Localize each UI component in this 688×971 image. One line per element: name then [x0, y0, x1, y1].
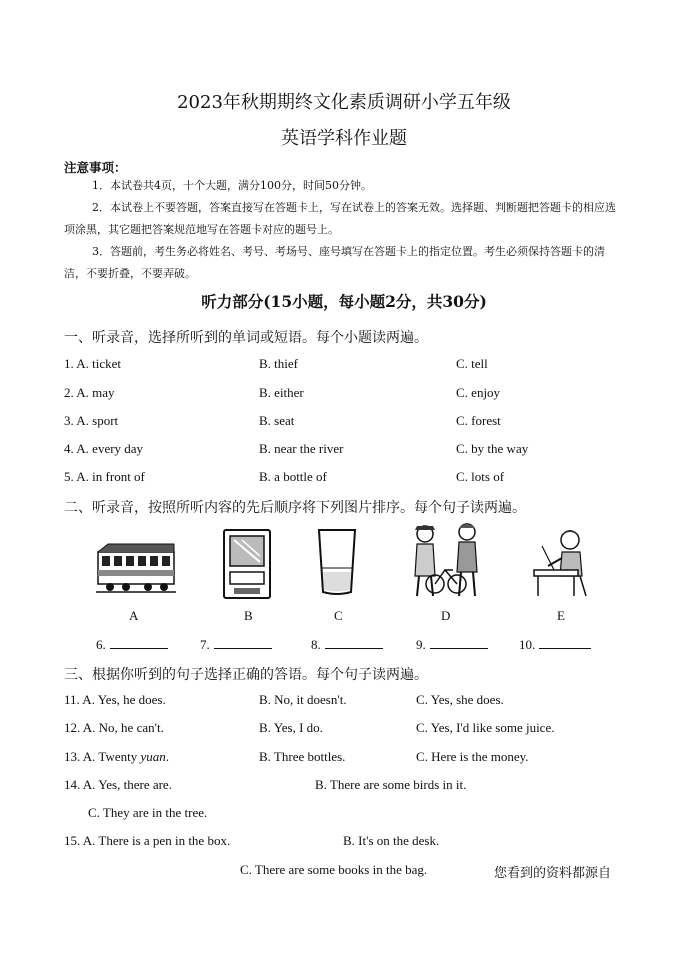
picture-label-b: B — [244, 608, 253, 623]
exam-subtitle: 英语学科作业题 — [281, 128, 407, 149]
q12-option-b: B. Yes, I do. — [259, 720, 323, 735]
train-icon — [96, 540, 176, 596]
q1-option-a: 1. A. ticket — [64, 356, 122, 371]
q12-option-a: 12. A. No, he can't. — [64, 720, 164, 735]
q1-option-c: C. tell — [456, 356, 488, 371]
picture-label-d: D — [441, 608, 451, 623]
notice-heading: 注意事项： — [64, 160, 127, 175]
exam-title: 2023年秋期期终文化素质调研小学五年级 — [177, 92, 511, 113]
q1-option-b: B. thief — [259, 356, 298, 371]
part2-title: 二、听录音，按照所听内容的先后顺序将下列图片排序。每个句子读两遍。 — [64, 500, 526, 516]
q3-option-b: B. seat — [259, 413, 295, 428]
q3-option-c: C. forest — [456, 413, 501, 428]
people-with-bike-icon — [405, 520, 489, 600]
picture-label-c: C — [334, 608, 343, 623]
answer-blank-9[interactable]: 9. — [416, 636, 488, 653]
source-note: 您看到的资料都源自 — [494, 866, 612, 881]
q2-option-c: C. enjoy — [456, 385, 501, 400]
notice-item: 3．答题前，考生务必将姓名、考号、考场号、座号填写在答题卡上的指定位置。考生必须保持答题卡的清洁，不要折叠，不要弄破。 — [64, 245, 605, 280]
answer-blank-8[interactable]: 8. — [311, 636, 383, 653]
q5-option-c: C. lots of — [456, 469, 505, 484]
q2-option-b: B. either — [259, 385, 304, 400]
notice-list — [64, 175, 626, 285]
q5-option-a: 5. A. in front of — [64, 469, 145, 484]
listening-heading: 听力部分(15小题，每小题2分，共30分) — [201, 292, 487, 311]
q14-option-b: B. There are some birds in it. — [315, 777, 467, 792]
answer-blank-10[interactable]: 10. — [519, 636, 591, 653]
q12-option-c: C. Yes, I'd like some juice. — [416, 720, 555, 735]
q11-option-b: B. No, it doesn't. — [259, 692, 347, 707]
picture-label-e: E — [557, 608, 565, 623]
answer-blank-7[interactable]: 7. — [200, 636, 272, 653]
q11-option-c: C. Yes, she does. — [416, 692, 504, 707]
q2-option-a: 2. A. may — [64, 385, 115, 400]
q4-option-b: B. near the river — [259, 441, 344, 456]
q15-option-a: 15. A. There is a pen in the box. — [64, 833, 231, 848]
q11-option-a: 11. A. Yes, he does. — [64, 692, 166, 707]
q14-option-c: C. They are in the tree. — [88, 805, 208, 820]
q13-option-c: C. Here is the money. — [416, 749, 529, 764]
notice-item: 1．本试卷共4页，十个大题，满分100分，时间50分钟。 — [92, 179, 372, 192]
notice-item: 2．本试卷上不要答题，答案直接写在答题卡上，写在试卷上的答案无效。选择题、判断题把答题卡的相应选项涂黑，其它题把答案规范地写在答题卡对应的题号上。 — [64, 201, 616, 236]
boy-writing-icon — [532, 526, 592, 598]
ticket-machine-icon — [222, 528, 272, 600]
q14-option-a: 14. A. Yes, there are. — [64, 777, 172, 792]
q13-option-b: B. Three bottles. — [259, 749, 346, 764]
picture-label-a: A — [129, 608, 139, 623]
q4-option-c: C. by the way — [456, 441, 529, 456]
q4-option-a: 4. A. every day — [64, 441, 144, 456]
part1-title: 一、听录音，选择所听到的单词或短语。每个小题读两遍。 — [64, 330, 428, 346]
answer-blank-6[interactable]: 6. — [96, 636, 168, 653]
glass-icon — [315, 528, 359, 596]
q3-option-a: 3. A. sport — [64, 413, 119, 428]
q13-option-a: 13. A. Twenty yuan. — [64, 749, 170, 764]
part3-title: 三、根据你听到的句子选择正确的答语。每个句子读两遍。 — [64, 667, 428, 683]
q15-option-c: C. There are some books in the bag. — [240, 862, 428, 877]
q5-option-b: B. a bottle of — [259, 469, 327, 484]
q15-option-b: B. It's on the desk. — [343, 833, 440, 848]
